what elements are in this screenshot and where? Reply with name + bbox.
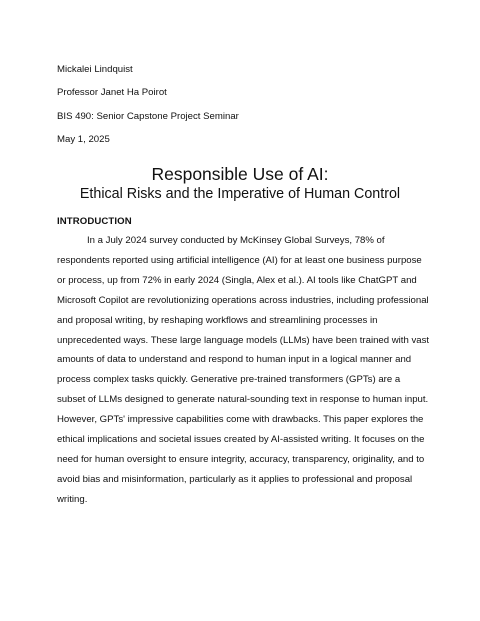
introduction-paragraph (57, 231, 430, 510)
heading-block (57, 58, 239, 151)
paragraph-line: amounts of data to understand and respond to human input in a logical manner and (57, 354, 412, 366)
professor-name: Professor Janet Ha Poirot (57, 87, 167, 99)
paragraph-line: In a July 2024 survey conducted by McKinsey Global Surveys, 78% of (87, 235, 385, 246)
section-heading-introduction: INTRODUCTION (57, 216, 132, 227)
paragraph-line: process complex tasks quickly. Generative pre-trained transformers (GPTs) are a (57, 374, 401, 386)
paragraph-line: avoid bias and misinformation, particularly as it applies to professional and proposal (57, 473, 413, 485)
paragraph-line: respondents reported using artificial intelligence (AI) for at least one business purpose (57, 254, 422, 266)
paragraph-line: writing. (57, 493, 88, 505)
paragraph-line: unprecedented ways. These large language models (LLMs) have been trained with vast (57, 334, 430, 346)
paragraph-line: need for human oversight to ensure integrity, accuracy, transparency, originality, and to (57, 453, 425, 465)
title-block (0, 164, 480, 203)
author-name: Mickalei Lindquist (57, 64, 133, 75)
paragraph-line: subset of LLMs designed to generate natural-sounding text in response to human input. (57, 394, 429, 406)
document-date: May 1, 2025 (57, 133, 110, 145)
paragraph-line: and proposal writing, by reshaping workflows and streamlining processes in (57, 314, 378, 326)
document-subtitle: Ethical Risks and the Imperative of Human Control (79, 186, 401, 202)
paragraph-line: Microsoft Copilot are revolutionizing operations across industries, including professional (57, 294, 429, 306)
paragraph-line: or process, up from 72% in early 2024 (Singla, Alex et al.). AI tools like ChatGPT and (57, 274, 417, 286)
course-name: BIS 490: Senior Capstone Project Seminar (57, 110, 239, 122)
paragraph-line: However, GPTs' impressive capabilities come with drawbacks. This paper explores the (57, 414, 424, 426)
paragraph-line: ethical implications and societal issues created by AI-assisted writing. It focuses on the (57, 434, 425, 446)
document-title: Responsible Use of AI: (151, 164, 329, 184)
